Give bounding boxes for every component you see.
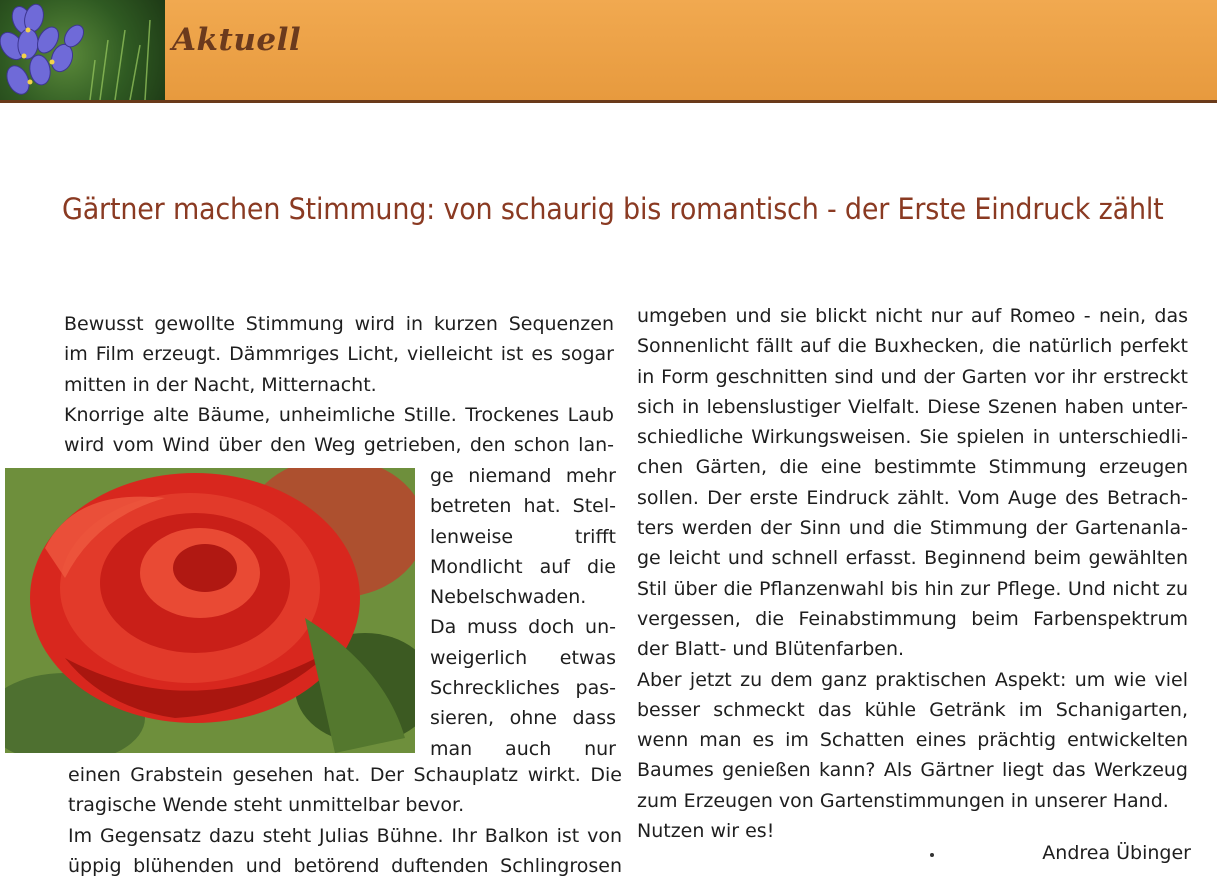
- left-column-bottom: [68, 760, 622, 881]
- text-line: Bewusst gewollte Stimmung wird in kurzen Sequenzen: [64, 313, 614, 335]
- print-speck: [930, 853, 934, 857]
- text-line: tragische Wende steht unmittelbar bevor.: [68, 794, 465, 817]
- text-line: ge leicht und schnell erfasst. Beginnend beim gewählten: [637, 547, 1188, 570]
- crocus-photo: [0, 0, 165, 100]
- red-rose-photo: [5, 468, 415, 753]
- text-line: Schreckliches pas-: [430, 677, 616, 700]
- text-line: Sonnenlicht fällt auf die Buxhecken, die natürlich perfekt: [637, 335, 1188, 358]
- text-line: üppig blühenden und betörend duftenden Schlingrosen: [68, 854, 622, 877]
- article-headline: Gärtner machen Stimmung: von schaurig bis romantisch - der Erste Eindruck zählt: [62, 192, 1164, 226]
- text-line: besser schmeckt das kühle Getränk im Schanigarten,: [637, 698, 1188, 721]
- text-line: Nutzen wir es!: [637, 820, 775, 843]
- text-line: lenweise trifft: [430, 525, 616, 548]
- text-line: ters werden der Sinn und die Stimmung der Gartenanla-: [637, 517, 1188, 540]
- left-column-narrow: [430, 461, 616, 764]
- text-line: sollen. Der erste Eindruck zählt. Vom Auge des Betrach-: [637, 486, 1188, 509]
- text-line: Da muss doch un-: [430, 616, 616, 639]
- section-label: Aktuell: [172, 22, 302, 58]
- text-line: in Form geschnitten sind und der Garten vor ihr erstreckt: [637, 365, 1188, 388]
- text-line: Im Gegensatz dazu steht Julias Bühne. Ihr Balkon ist von: [68, 824, 622, 847]
- text-line: Baumes genießen kann? Als Gärtner liegt das Werkzeug: [637, 759, 1188, 782]
- text-line: im Film erzeugt. Dämmriges Licht, vielleicht ist es sogar: [64, 343, 614, 366]
- text-line: Nebelschwaden.: [430, 586, 587, 609]
- text-line: Stil über die Pflanzenwahl bis hin zur Pflege. Und nicht zu: [637, 577, 1188, 600]
- text-line: wenn man es im Schatten eines prächtig entwickelten: [637, 729, 1188, 752]
- text-line: umgeben und sie blickt nicht nur auf Romeo - nein, das: [637, 305, 1188, 327]
- text-line: man auch nur: [430, 737, 616, 760]
- text-line: schiedliche Wirkungsweisen. Sie spielen in unterschiedli-: [637, 426, 1188, 449]
- text-line: sieren, ohne dass: [430, 707, 616, 730]
- author-name: Andrea Übinger: [1042, 842, 1191, 864]
- text-line: weigerlich etwas: [430, 646, 616, 669]
- text-line: betreten hat. Stel-: [430, 495, 616, 518]
- text-line: einen Grabstein gesehen hat. Der Schauplatz wirkt. Die: [68, 764, 622, 786]
- text-line: der Blatt- und Blütenfarben.: [637, 638, 905, 661]
- text-line: Aber jetzt zu dem ganz praktischen Aspekt: um wie viel: [637, 668, 1188, 691]
- right-column: [637, 301, 1188, 846]
- text-line: Knorrige alte Bäume, unheimliche Stille. Trockenes Laub: [64, 403, 614, 426]
- text-line: ge niemand mehr: [430, 465, 616, 487]
- left-column-top: [64, 309, 614, 460]
- text-line: zum Erzeugen von Gartenstimmungen in unserer Hand.: [637, 789, 1169, 812]
- text-line: Mondlicht auf die: [430, 555, 616, 578]
- text-line: vergessen, die Feinabstimmung beim Farbenspektrum: [637, 607, 1188, 630]
- text-line: mitten in der Nacht, Mitternacht.: [64, 373, 377, 396]
- text-line: chen Gärten, die eine bestimmte Stimmung erzeugen: [637, 456, 1188, 479]
- text-line: sich in lebenslustiger Vielfalt. Diese Szenen haben unter-: [637, 395, 1188, 418]
- text-line: wird vom Wind über den Weg getrieben, den schon lan-: [64, 434, 614, 457]
